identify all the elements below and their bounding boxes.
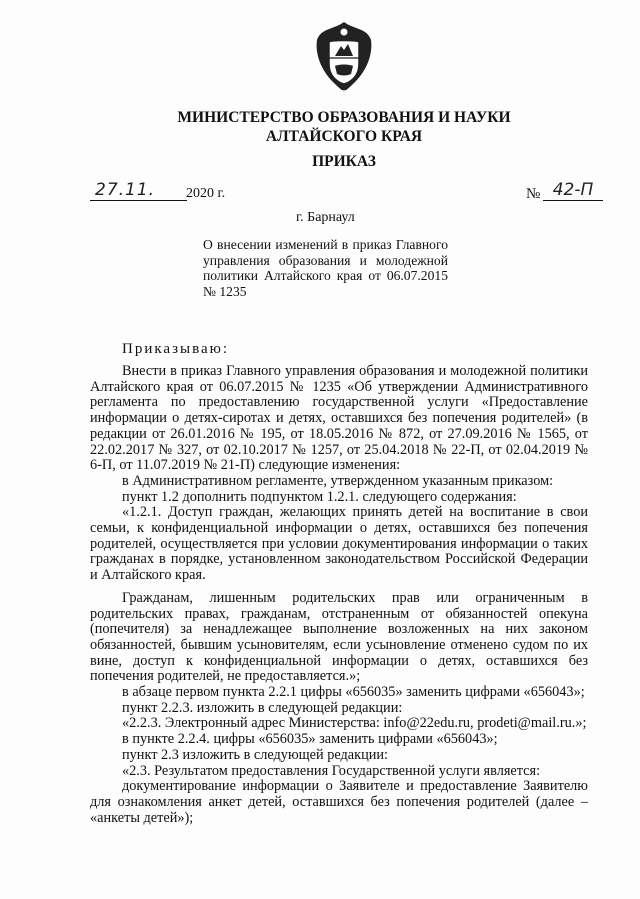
number-sign: № <box>526 186 541 202</box>
paragraph: «2.2.3. Электронный адрес Министерства: info@22edu.ru, prodeti@mail.ru.»; <box>122 715 587 732</box>
city: г. Барнаул <box>296 210 355 225</box>
order-body <box>90 364 588 826</box>
paragraph: в абзаце первом пункта 2.2.1 цифры «656035» заменить цифрами «656043»; <box>122 684 585 701</box>
paragraph: документирование информации о Заявителе и предоставление Заявителю для ознакомления анкет детей, оставшихся без попечения родителей (далее – «анкеты детей»); <box>90 778 588 826</box>
ministry-name <box>150 108 538 146</box>
paragraph: «1.2.1. Доступ граждан, желающих принять детей на воспитание в свои семьи, к конфиденциальной информации о детях, оставшихся без попечения родителей, осуществляется при условии документирования информации о таких гражданах в порядке, установленном законодательством Российской Федерации и Алтайского края. <box>90 504 588 584</box>
document-type: ПРИКАЗ <box>312 153 376 170</box>
paragraph: пункт 2.2.3. изложить в следующей редакции: <box>122 699 403 716</box>
paragraph: «2.3. Результатом предоставления Государственной услуги является: <box>122 762 541 779</box>
paragraph: в Административном регламенте, утвержденном указанным приказом: <box>122 472 554 489</box>
order-subject: О внесении изменений в приказ Главного управления образования и молодежной политики Алтайского края от 06.07.2015 № 1235 <box>203 237 448 299</box>
paragraph: Внести в приказ Главного управления образования и молодежной политики Алтайского края от 06.07.2015 № 1235 «Об утверждении Административного регламента по предоставлению государственной услуги «Предоставление информации о детях-сиротах и детях, оставшихся без попечения родителей» (в редакции от 26.01.2016 № 195, от 18.05.2016 № 872, от 27.09.2016 № 1565, от 22.02.2017 № 327, от 02.10.2017 № 1257, от 25.04.2018 № 22-П, от 02.04.2019 № 6-П, от 11.07.2019 № 21-П) следующие изменения: <box>90 363 588 474</box>
ministry-line-2: АЛТАЙСКОГО КРАЯ <box>265 128 423 145</box>
coat-of-arms-icon <box>313 20 375 94</box>
paragraph: пункт 2.3 изложить в следующей редакции: <box>122 746 389 763</box>
order-directive: Приказываю: <box>122 341 229 357</box>
paragraph: в пункте 2.2.4. цифры «656035» заменить цифрами «656043»; <box>122 731 498 748</box>
ministry-line-1: МИНИСТЕРСТВО ОБРАЗОВАНИЯ И НАУКИ <box>177 109 511 126</box>
handwritten-date: 27.11. <box>90 180 187 201</box>
date-year: 2020 г. <box>186 186 226 201</box>
paragraph: пункт 1.2 дополнить подпунктом 1.2.1. следующего содержания: <box>122 488 517 505</box>
handwritten-number: 42-П <box>543 180 603 201</box>
paragraph: Гражданам, лишенным родительских прав или ограниченным в родительских правах, гражданам, отстраненным от обязанностей опекуна (попечителя) за ненадлежащее выполнение возложенных на них законом обязанностей, бывшим усыновителям, если усыновление отменено судом по их вине, доступ к конфиденциальной информации о детях, оставшихся без попечения родителей, не предоставляется.»; <box>90 589 588 685</box>
